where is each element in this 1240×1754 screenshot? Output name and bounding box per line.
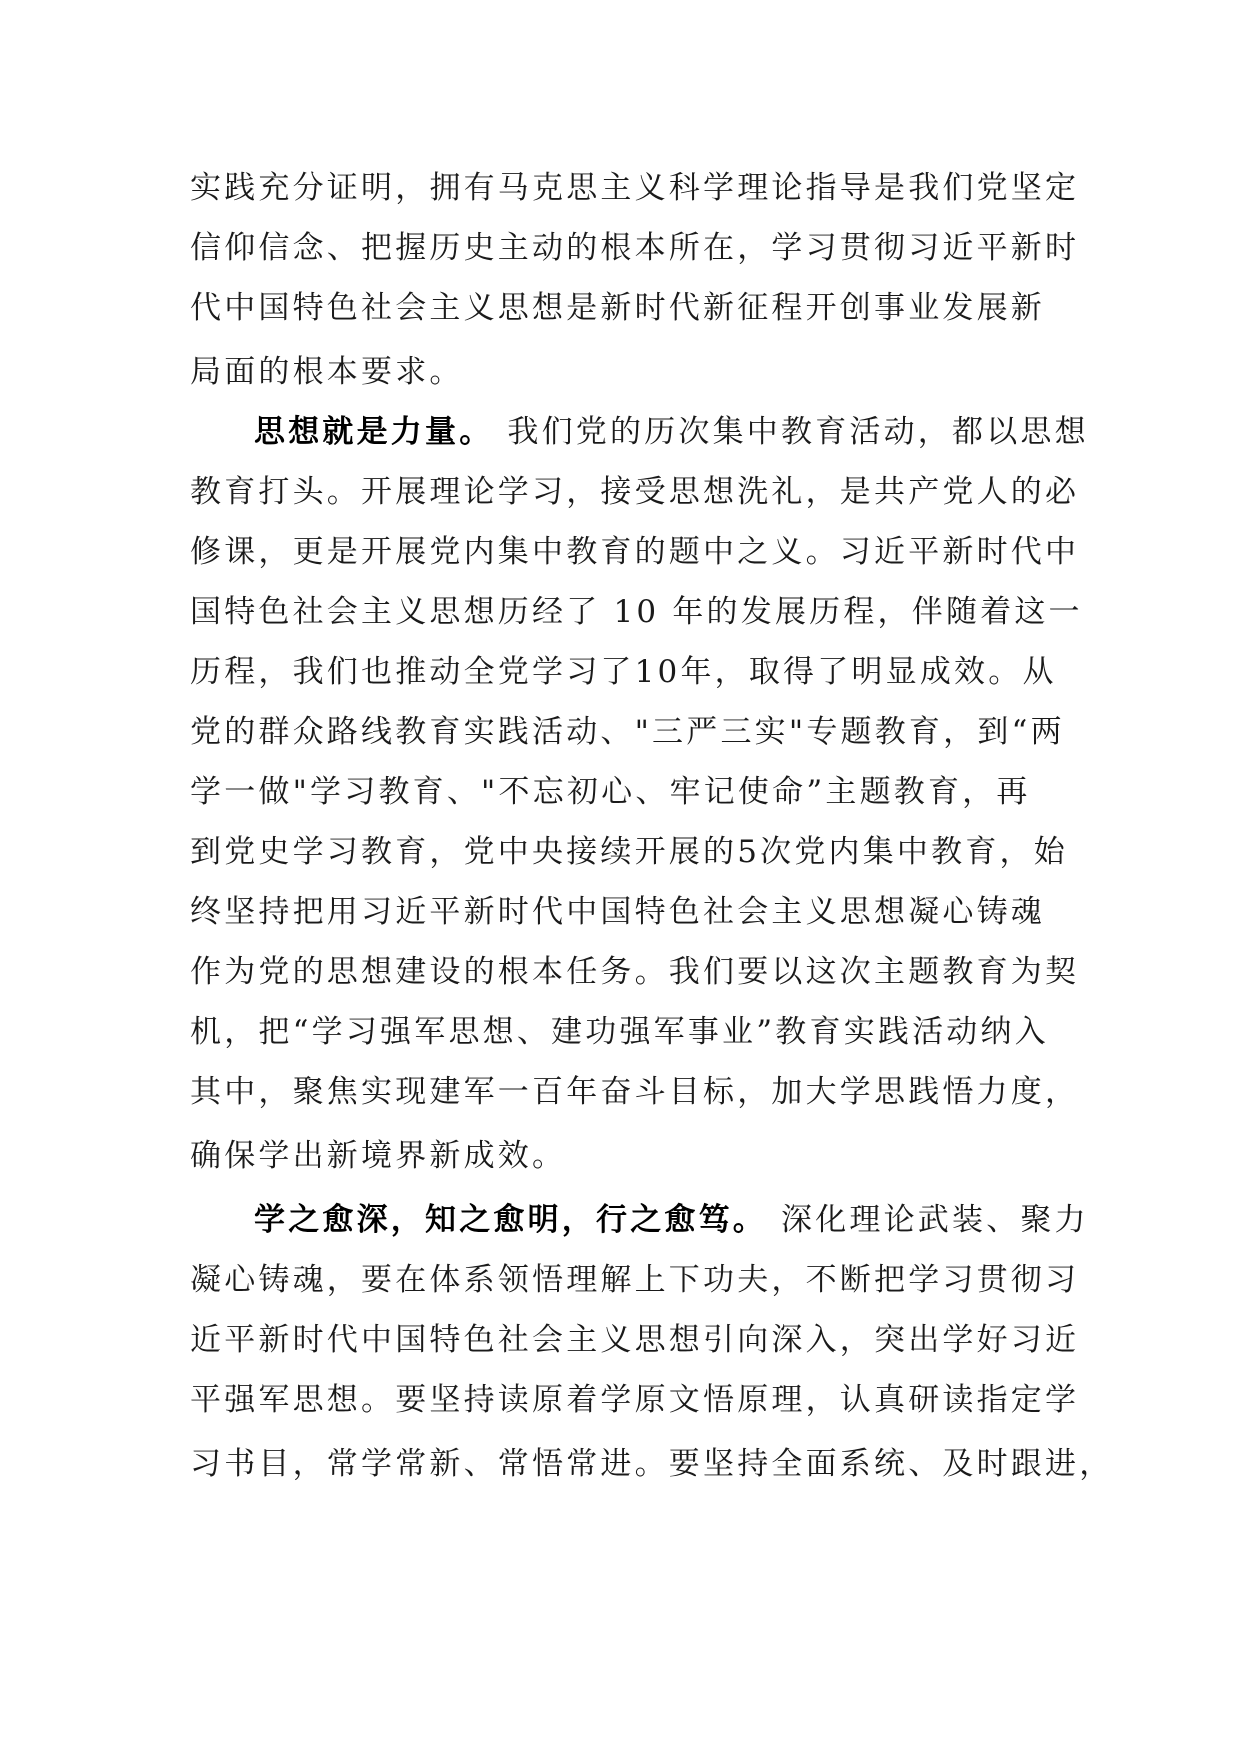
paragraph-3-line-4: 平强军思想。要坚持读原着学原文悟原理，认真研读指定学 xyxy=(190,1382,1080,1418)
paragraph-3-line-2: 凝心铸魂，要在体系领悟理解上下功夫，不断把学习贯彻习 xyxy=(190,1262,1080,1298)
paragraph-3-line-1-text: 深化理论武装、聚力 xyxy=(781,1202,1089,1238)
paragraph-3-line-5: 习书目，常学常新、常悟常进。要坚持全面系统、及时跟进， xyxy=(190,1446,1114,1482)
paragraph-2-line-3: 修课，更是开展党内集中教育的题中之义。习近平新时代中 xyxy=(190,534,1080,570)
paragraph-2-line-12: 其中，聚焦实现建军一百年奋斗目标，加大学思践悟力度， xyxy=(190,1074,1080,1110)
paragraph-3-line-3: 近平新时代中国特色社会主义思想引向深入，突出学好习近 xyxy=(190,1322,1080,1358)
paragraph-2-lead-heading: 思想就是力量。 xyxy=(254,414,494,450)
paragraph-1-line-2: 信仰信念、把握历史主动的根本所在，学习贯彻习近平新时 xyxy=(190,230,1080,266)
paragraph-3-lead-heading: 学之愈深，知之愈明，行之愈笃。 xyxy=(254,1202,767,1238)
paragraph-2-line-4: 国特色社会主义思想历经了 10 年的发展历程，伴随着这一 xyxy=(190,594,1083,630)
paragraph-2-line-8: 到党史学习教育，党中央接续开展的5次党内集中教育，始 xyxy=(190,834,1068,870)
paragraph-2-line-10: 作为党的思想建设的根本任务。我们要以这次主题教育为契 xyxy=(190,954,1080,990)
paragraph-2-line-1-text: 我们党的历次集中教育活动，都以思想 xyxy=(507,414,1089,450)
paragraph-1-line-3: 代中国特色社会主义思想是新时代新征程开创事业发展新 xyxy=(190,290,1045,326)
paragraph-2-line-2: 教育打头。开展理论学习，接受思想洗礼，是共产党人的必 xyxy=(190,474,1080,510)
paragraph-1-line-1: 实践充分证明，拥有马克思主义科学理论指导是我们党坚定 xyxy=(190,170,1080,206)
paragraph-2-line-11: 机，把“学习强军思想、建功强军事业”教育实践活动纳入 xyxy=(190,1014,1049,1050)
paragraph-3-line-1 xyxy=(254,1200,1089,1240)
paragraph-1-line-4: 局面的根本要求。 xyxy=(190,354,464,390)
paragraph-2-line-7: 学一做"学习教育、"不忘初心、牢记使命”主题教育，再 xyxy=(190,774,1031,810)
paragraph-2-line-13: 确保学出新境界新成效。 xyxy=(190,1138,567,1174)
paragraph-2-line-9: 终坚持把用习近平新时代中国特色社会主义思想凝心铸魂 xyxy=(190,894,1045,930)
paragraph-2-line-5: 历程，我们也推动全党学习了10年，取得了明显成效。从 xyxy=(190,654,1057,690)
paragraph-2-line-1 xyxy=(254,412,1089,452)
paragraph-2-line-6: 党的群众路线教育实践活动、"三严三实"专题教育，到“两 xyxy=(190,714,1065,750)
